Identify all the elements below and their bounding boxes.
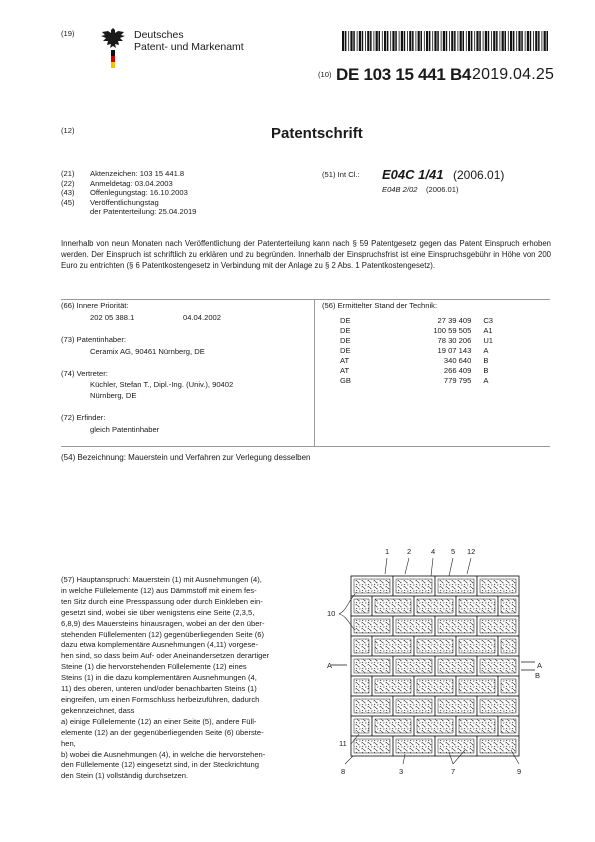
insulation-fill (417, 679, 453, 693)
claim-line: stehenden Füllelementen (12) gegenüberliegenden Seite (6) (61, 629, 265, 639)
prior-art-country: DE (340, 336, 351, 345)
barcode-bar (479, 31, 481, 51)
prior-art-country: DE (340, 346, 351, 355)
prior-art-number: 100 59 505 (433, 326, 472, 335)
barcode-bar (362, 31, 364, 51)
barcode-bar (527, 31, 529, 51)
barcode-bar (429, 31, 431, 51)
barcode-bar (547, 31, 549, 51)
bibliographic-text: Veröffentlichungstag (90, 197, 159, 207)
insulation-fill (438, 659, 474, 673)
insulation-fill (396, 699, 432, 713)
barcode-bar (449, 31, 450, 51)
barcode-bar (521, 31, 523, 51)
barcode-bar (359, 31, 361, 51)
inid-code-51: (51) (322, 170, 336, 179)
bibliographic-entry (61, 179, 196, 189)
barcode-bar (518, 31, 520, 51)
federal-eagle-logo (98, 26, 128, 70)
inid-code (61, 207, 90, 217)
claim-line: 6,8,9) des Mauersteins hinausragen, wobei an der den über- (61, 618, 265, 628)
prior-art-label: (56) Ermittelter Stand der Technik: (322, 301, 438, 310)
barcode-bar (342, 31, 344, 51)
claim-line: 11) des oberen, unteren und/oder benachbarten Steins (1) (61, 684, 257, 694)
claim-line: gesetzt sind, wobei sie über wenigstens eine Seite (2,3,5, (61, 607, 255, 617)
figure-reference-label: B (535, 671, 541, 680)
int-cl-main-class: E04C 1/41 (382, 167, 444, 182)
barcode-bar (451, 31, 453, 51)
barcode-bar (508, 31, 509, 51)
representative-line2: Nürnberg, DE (90, 391, 137, 400)
barcode-bar (483, 31, 484, 51)
barcode-bar (350, 31, 352, 51)
inid-code-12: (12) (61, 126, 75, 135)
priority-date: 04.04.2002 (183, 313, 222, 322)
barcode-bar (348, 31, 349, 51)
insulation-fill (438, 699, 474, 713)
int-cl-label (322, 170, 360, 180)
insulation-fill (438, 739, 474, 753)
claim-line: eingreifen, um einen Formschluss herbeizuführen, dadurch (61, 694, 260, 704)
prior-art-row (340, 336, 525, 346)
barcode-bar (454, 31, 456, 51)
barcode-bar (370, 31, 372, 51)
bibliographic-entry (61, 169, 196, 179)
inid-code-10: (10) (318, 70, 332, 79)
int-cl-sub-class: E04B 2/02 (382, 185, 418, 194)
barcode-bar (424, 31, 425, 51)
claim-line: dazu etwa komplementäre Ausnehmungen (4,11) vorgese- (61, 640, 258, 650)
opposition-notice: Innerhalb von neun Monaten nach Veröffentlichung der Patenterteilung kann nach § 59 Patentgesetz gegen das Patent Einspruch erhoben werden. Der Einspruch ist schriftlich zu erklären und zu begründen. Innerhalb der Einspruchsfrist ist eine Einspruchsgebühr in Höhe von 200 Euro zu entrichten (§ 6 Patentkostengesetz in Verbindung mit der Anlage zu § 2 Abs. 1 Patentkostengesetz). (61, 239, 551, 270)
barcode-bar (387, 31, 389, 51)
insulation-fill (354, 619, 390, 633)
insulation-fill (396, 659, 432, 673)
bibliographic-data-left (61, 169, 196, 217)
insulation-fill (459, 719, 495, 733)
barcode-bar (466, 31, 467, 51)
barcode-bar (357, 31, 358, 51)
authority-name-line1: Deutsches (134, 29, 184, 41)
figure-reference-label: 3 (399, 767, 404, 776)
barcode-bar (474, 31, 475, 51)
barcode-bar (535, 31, 537, 51)
main-claim (61, 575, 314, 782)
barcode-bar (538, 31, 540, 51)
int-cl-main-version: (2006.01) (453, 168, 505, 182)
barcode-bar (395, 31, 397, 51)
insulation-fill (501, 719, 516, 733)
barcode-bar (500, 31, 501, 51)
figure-reference-label: 11 (339, 739, 347, 748)
insulation-fill (396, 739, 432, 753)
prior-art-row (340, 346, 525, 356)
barcode-bar (412, 31, 414, 51)
prior-art-kind: A1 (483, 326, 493, 335)
insulation-fill (417, 599, 453, 613)
insulation-fill (354, 699, 390, 713)
barcode-bar (468, 31, 470, 51)
barcode-bar (463, 31, 465, 51)
barcode-bar (460, 31, 462, 51)
prior-art-kind: B (483, 356, 489, 365)
bibliographic-text: Offenlegungstag: 16.10.2003 (90, 188, 188, 198)
claim-line: b) wobei die Ausnehmungen (4), in welche die hervorstehen- (61, 749, 266, 759)
barcode-bar (365, 31, 366, 51)
barcode-bar (476, 31, 478, 51)
prior-art-kind: A (483, 376, 489, 385)
claim-line: gekennzeichnet, dass (61, 705, 135, 715)
insulation-fill (501, 639, 516, 653)
insulation-fill (438, 579, 474, 593)
priority-label: (66) Innere Priorität: (61, 301, 129, 310)
patent-drawing-wall (325, 544, 553, 776)
priority-number: 202 05 388.1 (90, 313, 135, 322)
insulation-fill (417, 719, 453, 733)
divider-bottom (61, 446, 550, 447)
barcode-bar (426, 31, 428, 51)
barcode-bar (525, 31, 526, 51)
int-cl-label-text: Int Cl.: (337, 170, 360, 179)
barcode-bar (513, 31, 515, 51)
claim-line: hen, (61, 738, 76, 748)
int-cl-sub-version: (2006.01) (426, 185, 459, 194)
insulation-fill (354, 739, 390, 753)
bibliographic-text: der Patenterteilung: 25.04.2019 (90, 207, 197, 217)
representative-line1: Küchler, Stefan T., Dipl.-Ing. (Univ.), 90402 (90, 380, 234, 389)
proprietor-label: (73) Patentinhaber: (61, 335, 127, 344)
barcode-bar (544, 31, 546, 51)
divider-top (61, 299, 550, 300)
prior-art-kind: U1 (483, 336, 494, 345)
invention-title: (54) Bezeichnung: Mauerstein und Verfahren zur Verlegung desselben (61, 453, 311, 462)
prior-art-kind: B (483, 366, 489, 375)
publication-barcode (342, 31, 552, 51)
prior-art-list (340, 316, 525, 386)
insulation-fill (480, 619, 516, 633)
insulation-fill (396, 579, 432, 593)
figure-reference-label: 12 (467, 547, 476, 556)
insulation-fill (354, 639, 369, 653)
figure-reference-label: 5 (451, 547, 456, 556)
prior-art-country: AT (340, 366, 350, 375)
divider-vertical (314, 299, 315, 446)
authority-name-line2: Patent- und Markenamt (134, 41, 244, 53)
barcode-bar (409, 31, 411, 51)
figure-reference-label: 9 (517, 767, 522, 776)
claim-line: ten Sitz durch eine Presspassung oder durch Einkleben ein- (61, 596, 263, 606)
claim-line: elemente (12) an der gegenüberliegenden Seite (6) überste- (61, 727, 264, 737)
claim-line: in welche Füllelemente (12) aus Dämmstoff mit einem fes- (61, 585, 257, 595)
claim-line: den Füllelemente (12) eingesetzt sind, in der Steckrichtung (61, 760, 259, 770)
barcode-bar (376, 31, 378, 51)
barcode-bar (491, 31, 492, 51)
prior-art-number: 27 39 409 (437, 316, 472, 325)
insulation-fill (375, 679, 411, 693)
barcode-bar (379, 31, 381, 51)
bibliographic-entry (61, 188, 196, 198)
barcode-bar (353, 31, 355, 51)
claim-line: (57) Hauptanspruch: Mauerstein (1) mit Ausnehmungen (4), (61, 575, 262, 584)
barcode-bar (458, 31, 459, 51)
prior-art-kind: A (483, 346, 489, 355)
insulation-fill (480, 579, 516, 593)
barcode-bar (345, 31, 347, 51)
inid-code: (45) (61, 197, 75, 207)
barcode-bar (533, 31, 534, 51)
prior-art-row (340, 326, 525, 336)
insulation-fill (354, 599, 369, 613)
barcode-bar (485, 31, 487, 51)
bibliographic-text: Anmeldetag: 03.04.2003 (90, 178, 173, 188)
claim-line: den Stein (1) vollständig durchsetzen. (61, 771, 189, 781)
barcode-bar (421, 31, 423, 51)
publication-number: DE 103 15 441 B4 (336, 65, 472, 84)
barcode-bar (382, 31, 383, 51)
barcode-bar (374, 31, 375, 51)
barcode-bar (496, 31, 498, 51)
barcode-bar (530, 31, 532, 51)
insulation-fill (438, 619, 474, 633)
claim-line: a) einige Füllelemente (12) an einer Seite (5), andere Füll- (61, 716, 257, 726)
figure-reference-label: 1 (385, 547, 390, 556)
inventor-value: gleich Patentinhaber (90, 425, 160, 434)
insulation-fill (480, 659, 516, 673)
proprietor-value: Ceramix AG, 90461 Nürnberg, DE (90, 347, 205, 356)
insulation-fill (501, 599, 516, 613)
figure-reference-label: A (537, 661, 543, 670)
prior-art-row (340, 356, 525, 366)
insulation-fill (396, 619, 432, 633)
insulation-fill (354, 719, 369, 733)
barcode-bar (384, 31, 386, 51)
barcode-bar (446, 31, 448, 51)
prior-art-country: AT (340, 356, 350, 365)
claim-line: Steins (1) in die dazu komplementären Ausnehmungen (4, (61, 673, 257, 683)
barcode-bar (401, 31, 403, 51)
publication-date: 2019.04.25 (472, 66, 555, 83)
barcode-bar (399, 31, 400, 51)
barcode-bar (407, 31, 408, 51)
barcode-bar (434, 31, 436, 51)
prior-art-country: GB (340, 376, 351, 385)
insulation-fill (459, 599, 495, 613)
prior-art-number: 19 07 143 (437, 346, 472, 355)
representative-label: (74) Vertreter: (61, 369, 108, 378)
barcode-bar (443, 31, 445, 51)
barcode-bar (392, 31, 394, 51)
prior-art-country: DE (340, 316, 351, 325)
prior-art-kind: C3 (483, 316, 494, 325)
insulation-fill (354, 679, 369, 693)
insulation-fill (375, 599, 411, 613)
figure-reference-label: 4 (431, 547, 436, 556)
barcode-bar (493, 31, 495, 51)
barcode-bar (367, 31, 369, 51)
prior-art-number: 340 640 (443, 356, 472, 365)
insulation-fill (354, 659, 390, 673)
barcode-bar (510, 31, 512, 51)
inid-code: (43) (61, 188, 75, 198)
barcode-bar (432, 31, 433, 51)
figure-reference-label: 2 (407, 547, 412, 556)
document-type-title: Patentschrift (271, 125, 363, 142)
figure-reference-label: 10 (327, 609, 336, 618)
barcode-bar (418, 31, 420, 51)
inid-code: (22) (61, 178, 75, 188)
figure-reference-label: A (327, 661, 333, 670)
prior-art-row (340, 316, 525, 326)
insulation-fill (459, 679, 495, 693)
barcode-bar (390, 31, 391, 51)
barcode-bar (516, 31, 517, 51)
inventor-label: (72) Erfinder: (61, 413, 106, 422)
inid-code: (21) (61, 169, 75, 178)
barcode-bar (437, 31, 439, 51)
insulation-fill (480, 739, 516, 753)
prior-art-number: 266 409 (443, 366, 472, 375)
insulation-fill (459, 639, 495, 653)
barcode-bar (441, 31, 442, 51)
bibliographic-text: Aktenzeichen: 103 15 441.8 (90, 169, 185, 178)
prior-art-country: DE (340, 326, 351, 335)
barcode-bar (542, 31, 543, 51)
figure-reference-label: 8 (341, 767, 346, 776)
prior-art-row (340, 366, 525, 376)
prior-art-row (340, 376, 525, 386)
insulation-fill (480, 699, 516, 713)
inid-code-19: (19) (61, 29, 75, 38)
prior-art-number: 78 30 206 (437, 336, 472, 345)
barcode-bar (404, 31, 406, 51)
insulation-fill (501, 679, 516, 693)
insulation-fill (417, 639, 453, 653)
barcode-bar (471, 31, 473, 51)
barcode-bar (416, 31, 417, 51)
barcode-bar (502, 31, 504, 51)
bibliographic-entry (61, 207, 196, 217)
barcode-bar (488, 31, 490, 51)
claim-line: hen sind, so dass beim Auf- oder Aneinandersetzen derartiger (61, 651, 270, 661)
bibliographic-entry (61, 198, 196, 208)
prior-art-number: 779 795 (443, 376, 472, 385)
insulation-fill (375, 639, 411, 653)
insulation-fill (375, 719, 411, 733)
insulation-fill (354, 579, 390, 593)
figure-reference-label: 7 (451, 767, 456, 776)
claim-line: Steine (1) die hervorstehenden Füllelemente (12) eines (61, 662, 247, 672)
barcode-bar (505, 31, 507, 51)
